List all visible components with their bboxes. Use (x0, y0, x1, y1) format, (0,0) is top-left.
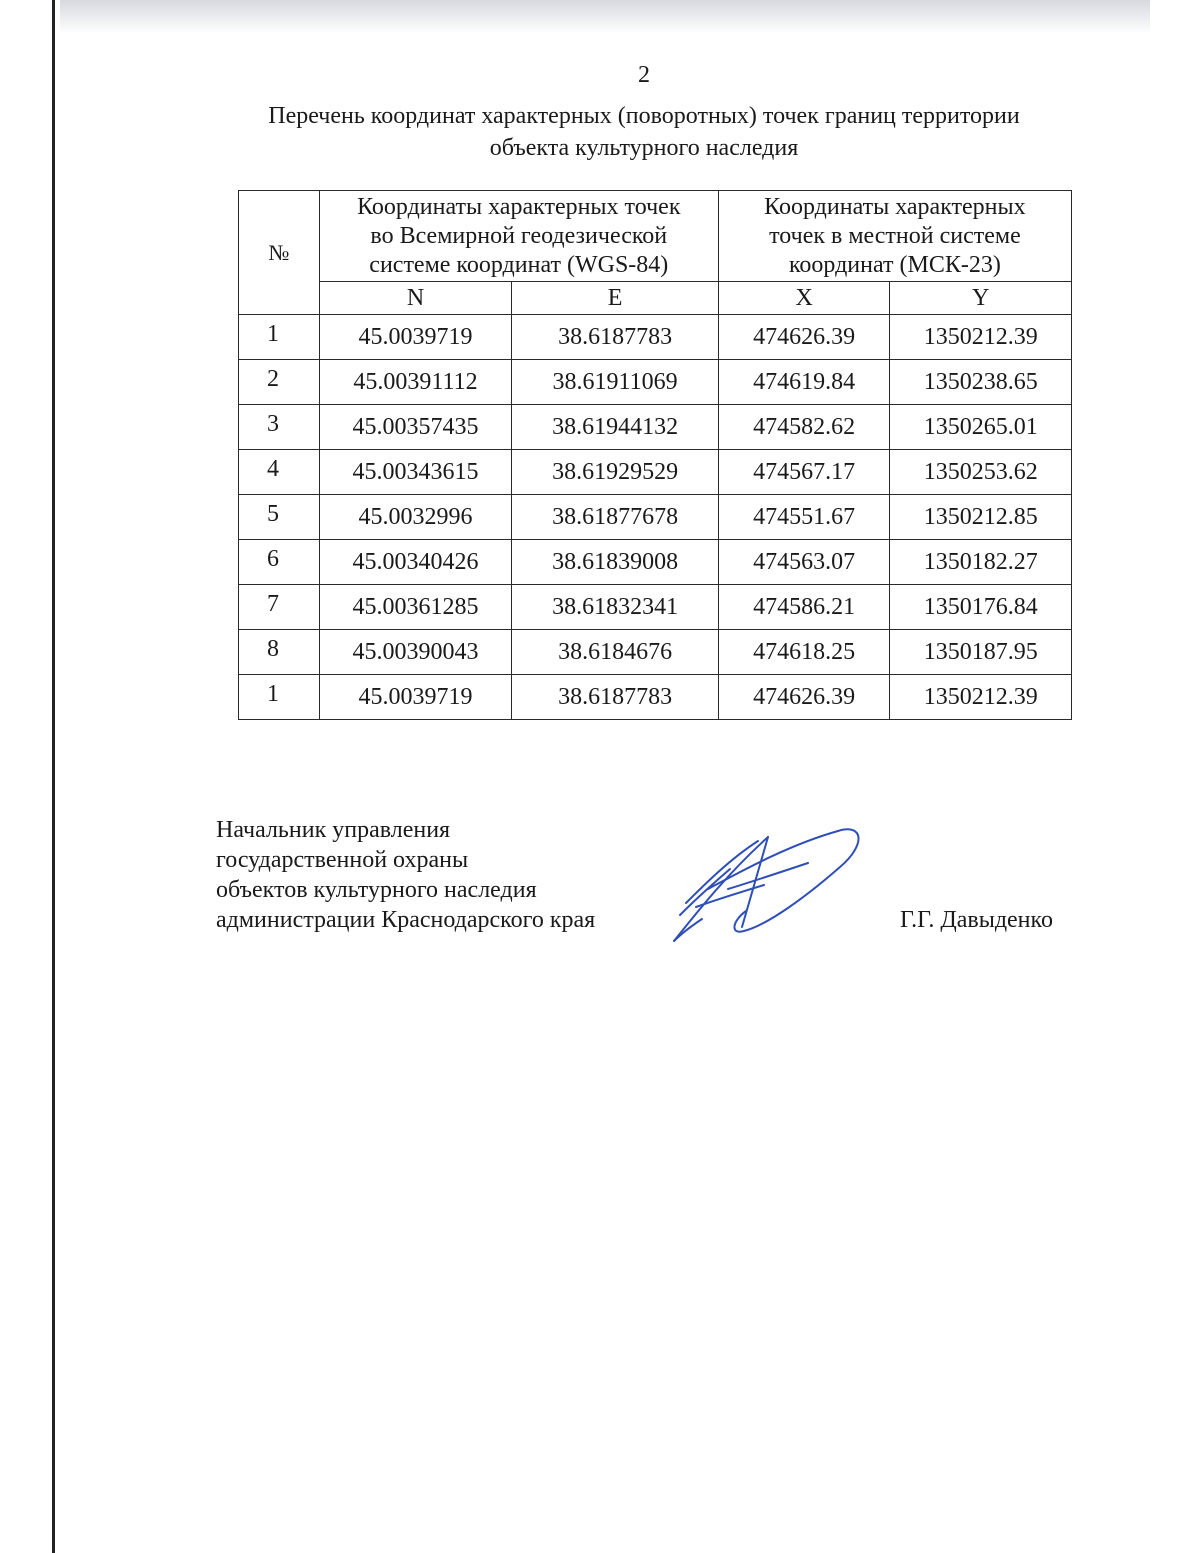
msk23-y-value: 1350238.65 (890, 360, 1072, 405)
msk23-header-line-3: координат (МСК-23) (788, 251, 1001, 278)
msk23-y-value: 1350182.27 (890, 540, 1072, 585)
point-number: 6 (239, 540, 320, 585)
wgs84-e-value: 38.61877678 (512, 495, 719, 540)
msk23-x-value: 474551.67 (718, 495, 890, 540)
msk23-x-value: 474563.07 (718, 540, 890, 585)
msk23-y-value: 1350212.85 (890, 495, 1072, 540)
signatory-position-line-2: государственной охраны (216, 847, 469, 873)
column-header-number: № (239, 191, 320, 315)
wgs84-e-value: 38.61929529 (512, 450, 719, 495)
column-header-x: X (718, 282, 890, 315)
table-subheader-row (239, 282, 1072, 315)
wgs84-n-value: 45.00390043 (319, 630, 512, 675)
column-group-msk23 (718, 191, 1071, 282)
wgs84-header-line-1: Координаты характерных точек (357, 193, 681, 220)
wgs84-e-value: 38.61832341 (512, 585, 719, 630)
wgs84-n-value: 45.0039719 (319, 675, 512, 720)
table-header-row (239, 191, 1072, 282)
wgs84-n-value: 45.00340426 (319, 540, 512, 585)
point-number: 1 (239, 315, 320, 360)
signatory-position (216, 815, 595, 935)
wgs84-n-value: 45.00391112 (319, 360, 512, 405)
point-number: 1 (239, 675, 320, 720)
point-number: 5 (239, 495, 320, 540)
msk23-x-value: 474567.17 (718, 450, 890, 495)
msk23-y-value: 1350176.84 (890, 585, 1072, 630)
signatory-position-line-1: Начальник управления (216, 817, 451, 843)
wgs84-n-value: 45.00343615 (319, 450, 512, 495)
msk23-y-value: 1350187.95 (890, 630, 1072, 675)
document-title-line-1: Перечень координат характерных (поворотных) точек границ территории (268, 103, 1020, 129)
signatory-position-line-3: объектов культурного наследия (216, 877, 537, 903)
point-number: 7 (239, 585, 320, 630)
wgs84-e-value: 38.6187783 (512, 315, 719, 360)
point-number: 8 (239, 630, 320, 675)
wgs84-e-value: 38.61944132 (512, 405, 719, 450)
point-number: 2 (239, 360, 320, 405)
column-header-e: E (512, 282, 719, 315)
wgs84-header-line-2: во Всемирной геодезической (370, 222, 668, 249)
scan-top-shadow (60, 0, 1150, 34)
msk23-x-value: 474619.84 (718, 360, 890, 405)
signatory-position-line-4: администрации Краснодарского края (216, 907, 596, 933)
table-row (239, 495, 1072, 540)
msk23-header-line-1: Координаты характерных (764, 193, 1026, 220)
table-row (239, 450, 1072, 495)
table-row (239, 315, 1072, 360)
wgs84-n-value: 45.00361285 (319, 585, 512, 630)
wgs84-e-value: 38.6184676 (512, 630, 719, 675)
msk23-x-value: 474626.39 (718, 315, 890, 360)
table-row (239, 630, 1072, 675)
table-row (239, 585, 1072, 630)
msk23-x-value: 474582.62 (718, 405, 890, 450)
table-row (239, 540, 1072, 585)
table-row (239, 405, 1072, 450)
column-header-y: Y (890, 282, 1072, 315)
msk23-y-value: 1350212.39 (890, 315, 1072, 360)
handwritten-signature (668, 815, 868, 947)
document-title-line-2: объекта культурного наследия (489, 135, 799, 161)
msk23-y-value: 1350212.39 (890, 675, 1072, 720)
table-row (239, 675, 1072, 720)
msk23-x-value: 474618.25 (718, 630, 890, 675)
point-number: 4 (239, 450, 320, 495)
wgs84-n-value: 45.00357435 (319, 405, 512, 450)
scan-left-edge (52, 0, 55, 1553)
table-row (239, 360, 1072, 405)
wgs84-e-value: 38.61911069 (512, 360, 719, 405)
msk23-x-value: 474586.21 (718, 585, 890, 630)
wgs84-e-value: 38.6187783 (512, 675, 719, 720)
msk23-y-value: 1350265.01 (890, 405, 1072, 450)
page-number: 2 (638, 62, 650, 88)
wgs84-n-value: 45.0039719 (319, 315, 512, 360)
msk23-header-line-2: точек в местной системе (769, 222, 1021, 249)
column-group-wgs84 (319, 191, 718, 282)
point-number: 3 (239, 405, 320, 450)
coordinates-table (238, 190, 1072, 720)
msk23-x-value: 474626.39 (718, 675, 890, 720)
msk23-y-value: 1350253.62 (890, 450, 1072, 495)
wgs84-e-value: 38.61839008 (512, 540, 719, 585)
column-header-n: N (319, 282, 512, 315)
wgs84-header-line-3: системе координат (WGS-84) (369, 251, 669, 278)
wgs84-n-value: 45.0032996 (319, 495, 512, 540)
document-title (200, 100, 1088, 164)
signatory-name: Г.Г. Давыденко (900, 907, 1053, 933)
